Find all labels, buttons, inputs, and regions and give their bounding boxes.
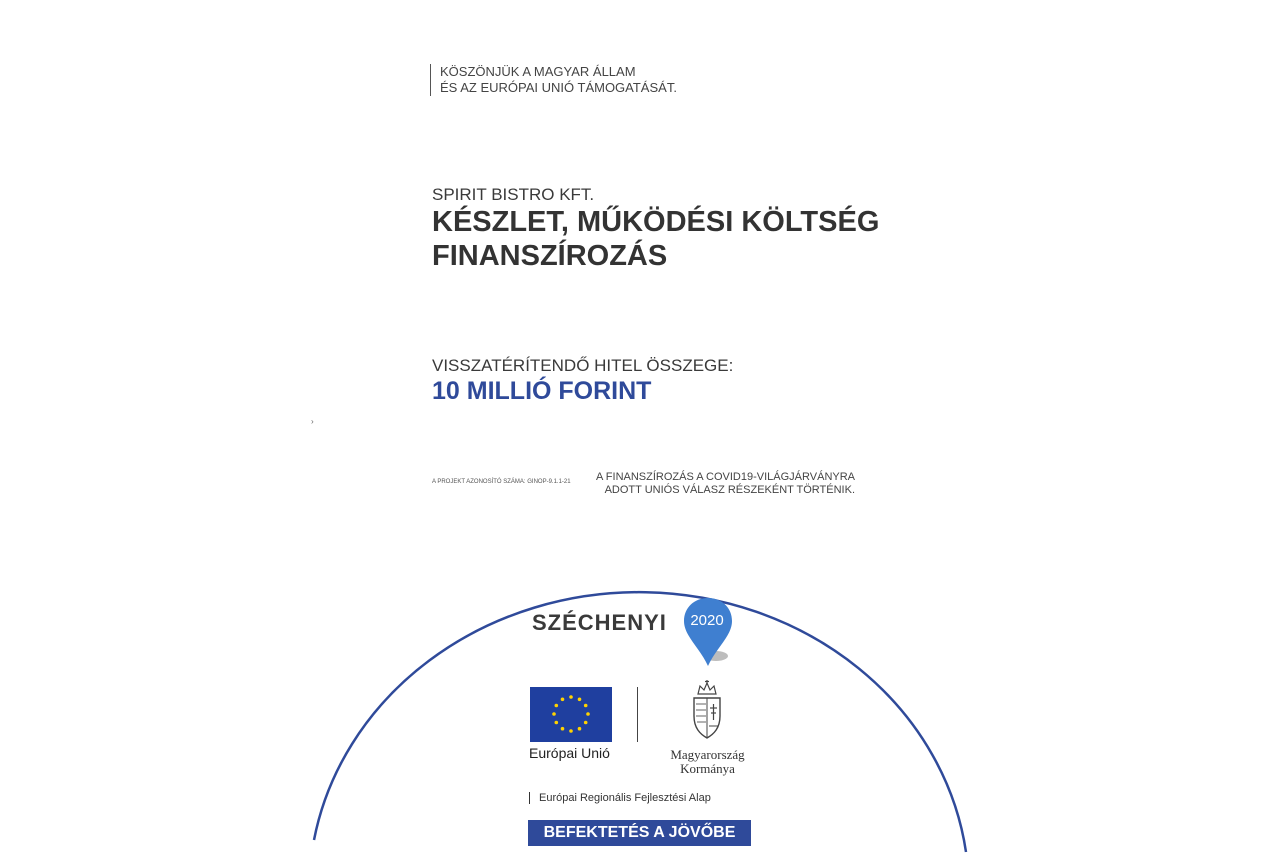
- government-label-line-1: Magyarország: [670, 747, 745, 762]
- project-id: A PROJEKT AZONOSÍTÓ SZÁMA: GINOP-9.1.1-21: [432, 479, 571, 485]
- loan-amount: 10 MILLIÓ FORINT: [432, 377, 652, 405]
- szechenyi-year: 2020: [690, 612, 724, 629]
- logo-divider: [637, 687, 638, 742]
- thanks-line-1: KÖSZÖNJÜK A MAGYAR ÁLLAM: [440, 64, 636, 79]
- thanks-line-2: ÉS AZ EURÓPAI UNIÓ TÁMOGATÁSÁT.: [440, 80, 677, 95]
- fund-label: Európai Regionális Fejlesztési Alap: [529, 792, 711, 804]
- government-label: [650, 748, 765, 776]
- stray-mark: ›: [311, 417, 314, 426]
- project-title-line-1: KÉSZLET, MŰKÖDÉSI KÖLTSÉG: [432, 206, 880, 238]
- company-name: SPIRIT BISTRO KFT.: [432, 185, 595, 204]
- loan-label: VISSZATÉRÍTENDŐ HITEL ÖSSZEGE:: [432, 356, 734, 375]
- location-pin-icon: [682, 596, 734, 668]
- eu-label: Európai Unió: [529, 745, 610, 761]
- project-title-line-2: FINANSZÍROZÁS: [432, 240, 668, 272]
- covid-note-line-1: A FINANSZÍROZÁS A COVID19-VILÁGJÁRVÁNYRA: [596, 471, 855, 483]
- hungarian-crest-icon: [690, 680, 724, 742]
- covid-note-line-2: ADOTT UNIÓS VÁLASZ RÉSZEKÉNT TÖRTÉNIK.: [604, 484, 855, 496]
- government-label-line-2: Kormánya: [680, 761, 735, 776]
- invest-banner: BEFEKTETÉS A JÖVŐBE: [528, 820, 751, 846]
- eu-flag-icon: [530, 687, 612, 742]
- szechenyi-wordmark: SZÉCHENYI: [532, 610, 667, 635]
